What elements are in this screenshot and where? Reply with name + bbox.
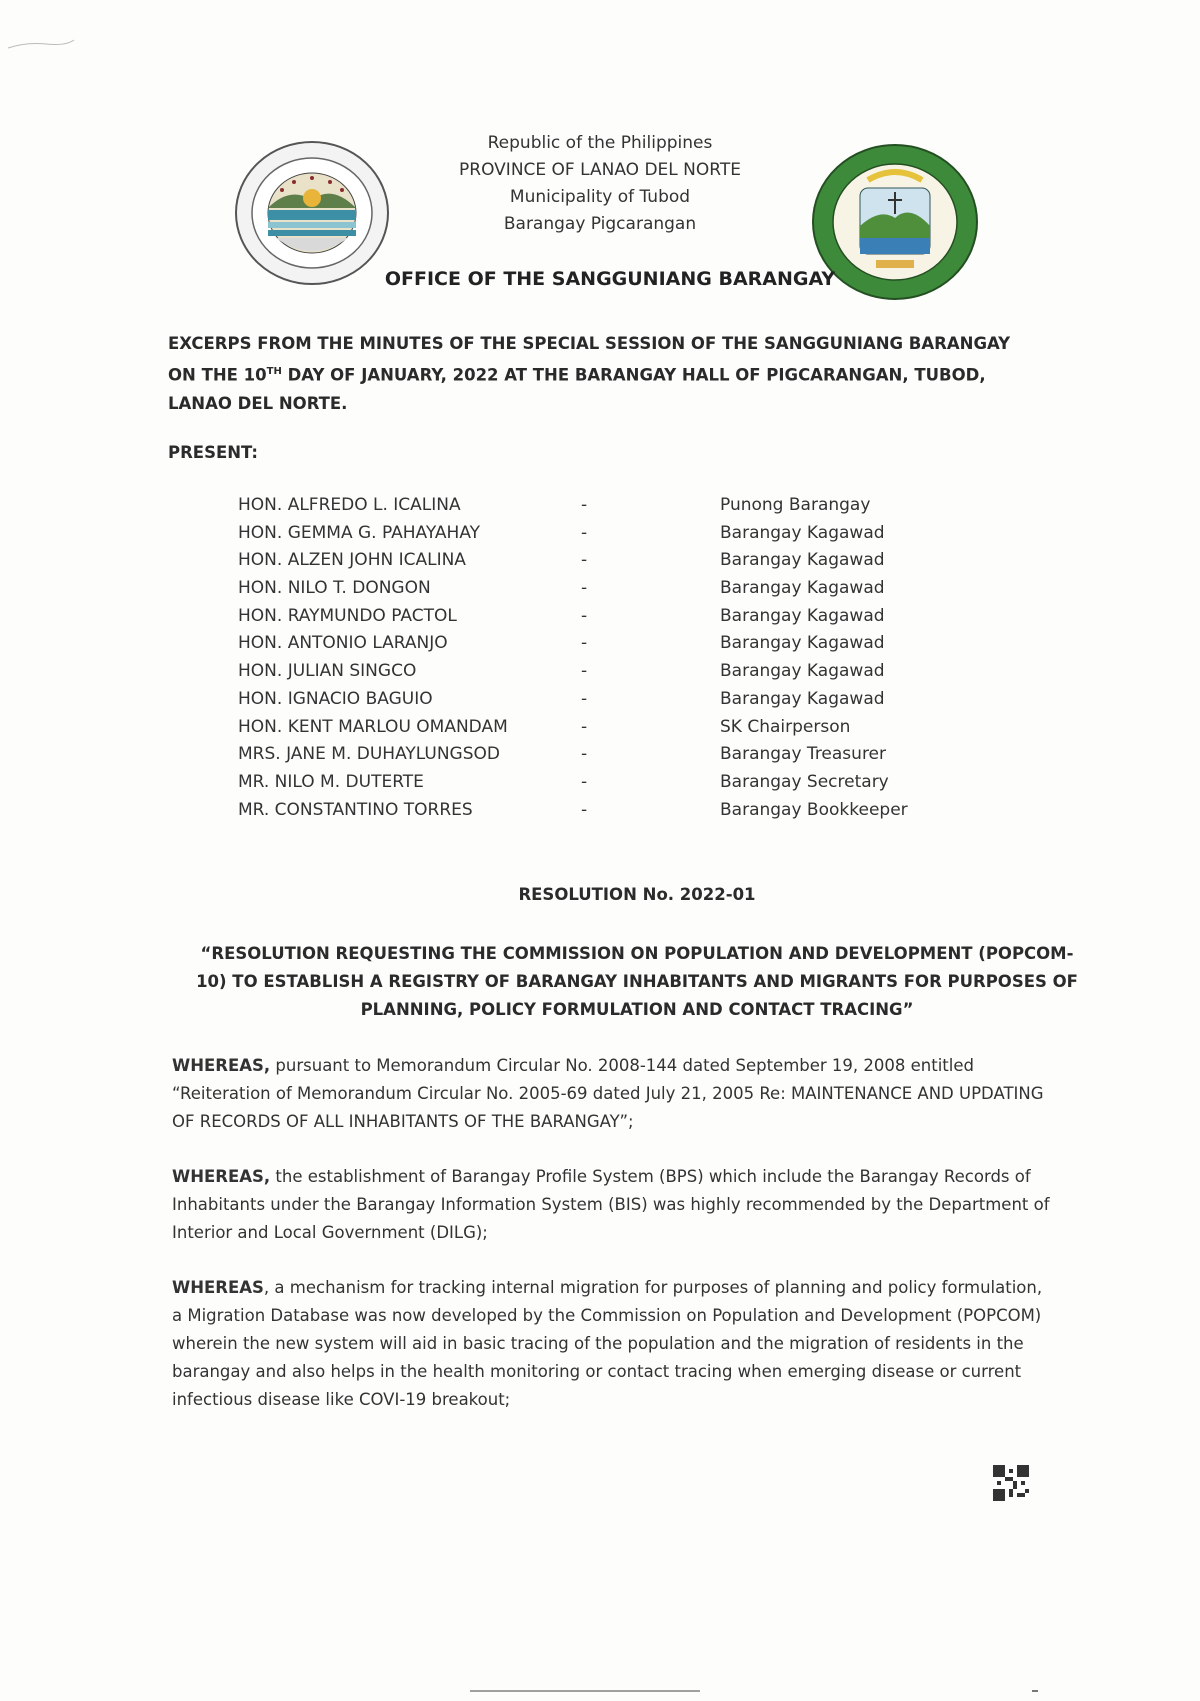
- attendee-row: [238, 772, 958, 800]
- attendee-dash: -: [581, 688, 588, 709]
- attendee-row: [238, 495, 958, 523]
- whereas-text: the establishment of Barangay Profile System (BPS) which include the Barangay Records of Inhabitants under the Barangay Information System (BIS) was highly recommended by the Department of Interior and Local Government (DILG);: [172, 1167, 1050, 1242]
- attendee-dash: -: [581, 744, 588, 765]
- whereas-text: , a mechanism for tracking internal migration for purposes of planning and policy formulation, a Migration Database was now developed by the Commission on Population and Development (POPCOM) wherein the new system will aid in basic tracing of the population and the migration of residents in the barangay and also helps in the health monitoring or contact tracing when emerging disease or current infectious disease like COVI-19 breakout;: [172, 1278, 1043, 1409]
- attendee-dash: -: [581, 522, 588, 543]
- attendee-position: Barangay Kagawad: [720, 605, 885, 626]
- attendee-position: Barangay Treasurer: [720, 744, 887, 765]
- excerpt-text-part1: EXCERPS FROM THE MINUTES OF THE SPECIAL SESSION OF THE SANGGUNIANG BARANGAY ON THE 10: [168, 334, 1011, 385]
- letterhead-line-province: PROVINCE OF LANAO DEL NORTE: [459, 160, 741, 180]
- attendee-name: HON. KENT MARLOU OMANDAM: [238, 716, 508, 737]
- whereas-clause-2: [172, 1163, 1052, 1247]
- resolution-number: RESOLUTION No. 2022-01: [518, 885, 756, 904]
- attendee-row: [238, 744, 958, 772]
- scan-artifact-dot: [1032, 1690, 1038, 1692]
- attendee-position: Barangay Kagawad: [720, 578, 885, 599]
- whereas-keyword: WHEREAS: [172, 1278, 264, 1297]
- attendee-position: Barangay Kagawad: [720, 522, 885, 543]
- attendee-name: MR. CONSTANTINO TORRES: [238, 799, 473, 820]
- attendee-position: Barangay Bookkeeper: [720, 799, 908, 820]
- attendee-dash: -: [581, 799, 588, 820]
- attendee-row: [238, 550, 958, 578]
- whereas-clause-3: [172, 1274, 1052, 1414]
- attendee-position: Barangay Kagawad: [720, 688, 885, 709]
- attendee-row: [238, 689, 958, 717]
- attendee-dash: -: [581, 578, 588, 599]
- attendee-name: HON. ANTONIO LARANJO: [238, 633, 448, 654]
- attendee-row: [238, 633, 958, 661]
- attendee-position: Barangay Kagawad: [720, 550, 885, 571]
- excerpt-superscript: TH: [266, 366, 282, 377]
- attendee-dash: -: [581, 495, 588, 515]
- qr-code-icon: [993, 1465, 1029, 1501]
- attendee-row: [238, 606, 958, 634]
- scan-artifact-mark: [6, 36, 76, 52]
- municipality-of-tubod-seal: [232, 138, 392, 288]
- resolution-title: “RESOLUTION REQUESTING THE COMMISSION ON POPULATION AND DEVELOPMENT (POPCOM-10) TO ESTABLISH A REGISTRY OF BARANGAY INHABITANTS AND MIGRANTS FOR PURPOSES OF PLANNING, POLICY FORMULATION AND CONTACT TRACING”: [196, 944, 1078, 1019]
- attendee-name: HON. JULIAN SINGCO: [238, 661, 417, 682]
- attendee-dash: -: [581, 661, 588, 682]
- attendee-position: SK Chairperson: [720, 716, 851, 737]
- attendee-name: HON. NILO T. DONGON: [238, 578, 431, 599]
- attendee-row: [238, 523, 958, 551]
- scan-artifact-line: [470, 1690, 700, 1692]
- attendee-position: Barangay Kagawad: [720, 633, 885, 654]
- attendee-position: Barangay Kagawad: [720, 661, 885, 682]
- attendee-dash: -: [581, 771, 588, 792]
- letterhead: [420, 130, 780, 238]
- attendee-row: [238, 661, 958, 689]
- whereas-keyword: WHEREAS,: [172, 1167, 271, 1186]
- attendee-name: HON. ALZEN JOHN ICALINA: [238, 550, 466, 571]
- excerpt-text-part2: DAY OF JANUARY, 2022 AT THE BARANGAY HALL OF PIGCARANGAN, TUBOD, LANAO DEL NORTE.: [168, 365, 986, 413]
- attendee-name: HON. IGNACIO BAGUIO: [238, 688, 433, 709]
- whereas-clause-1: [172, 1052, 1052, 1136]
- attendee-name: HON. GEMMA G. PAHAYAHAY: [238, 522, 481, 543]
- attendee-dash: -: [581, 605, 588, 626]
- attendee-row: [238, 717, 958, 745]
- attendee-dash: -: [581, 550, 588, 571]
- present-label: PRESENT:: [168, 443, 258, 462]
- letterhead-line-republic: Republic of the Philippines: [487, 133, 713, 153]
- attendee-position: Barangay Secretary: [720, 771, 889, 792]
- attendee-name: MRS. JANE M. DUHAYLUNGSOD: [238, 744, 500, 765]
- attendee-dash: -: [581, 633, 588, 654]
- letterhead-line-barangay: Barangay Pigcarangan: [503, 214, 697, 234]
- office-title: OFFICE OF THE SANGGUNIANG BARANGAY: [384, 268, 836, 290]
- attendee-name: HON. RAYMUNDO PACTOL: [238, 605, 457, 626]
- attendee-name: HON. ALFREDO L. ICALINA: [238, 495, 461, 515]
- attendee-name: MR. NILO M. DUTERTE: [238, 771, 424, 792]
- attendee-position: Punong Barangay: [720, 495, 871, 515]
- whereas-text: pursuant to Memorandum Circular No. 2008-144 dated September 19, 2008 entitled “Reiteration of Memorandum Circular No. 2005-69 dated July 21, 2005 Re: MAINTENANCE AND UPDATING OF RECORDS OF ALL INHABITANTS OF THE BARANGAY”;: [172, 1056, 1044, 1131]
- whereas-keyword: WHEREAS,: [172, 1056, 271, 1075]
- attendee-list: [238, 495, 958, 827]
- attendee-row: [238, 800, 958, 828]
- attendee-row: [238, 578, 958, 606]
- attendee-dash: -: [581, 716, 588, 737]
- letterhead-line-municipality: Municipality of Tubod: [509, 187, 691, 207]
- minutes-excerpt-heading: [168, 330, 1018, 418]
